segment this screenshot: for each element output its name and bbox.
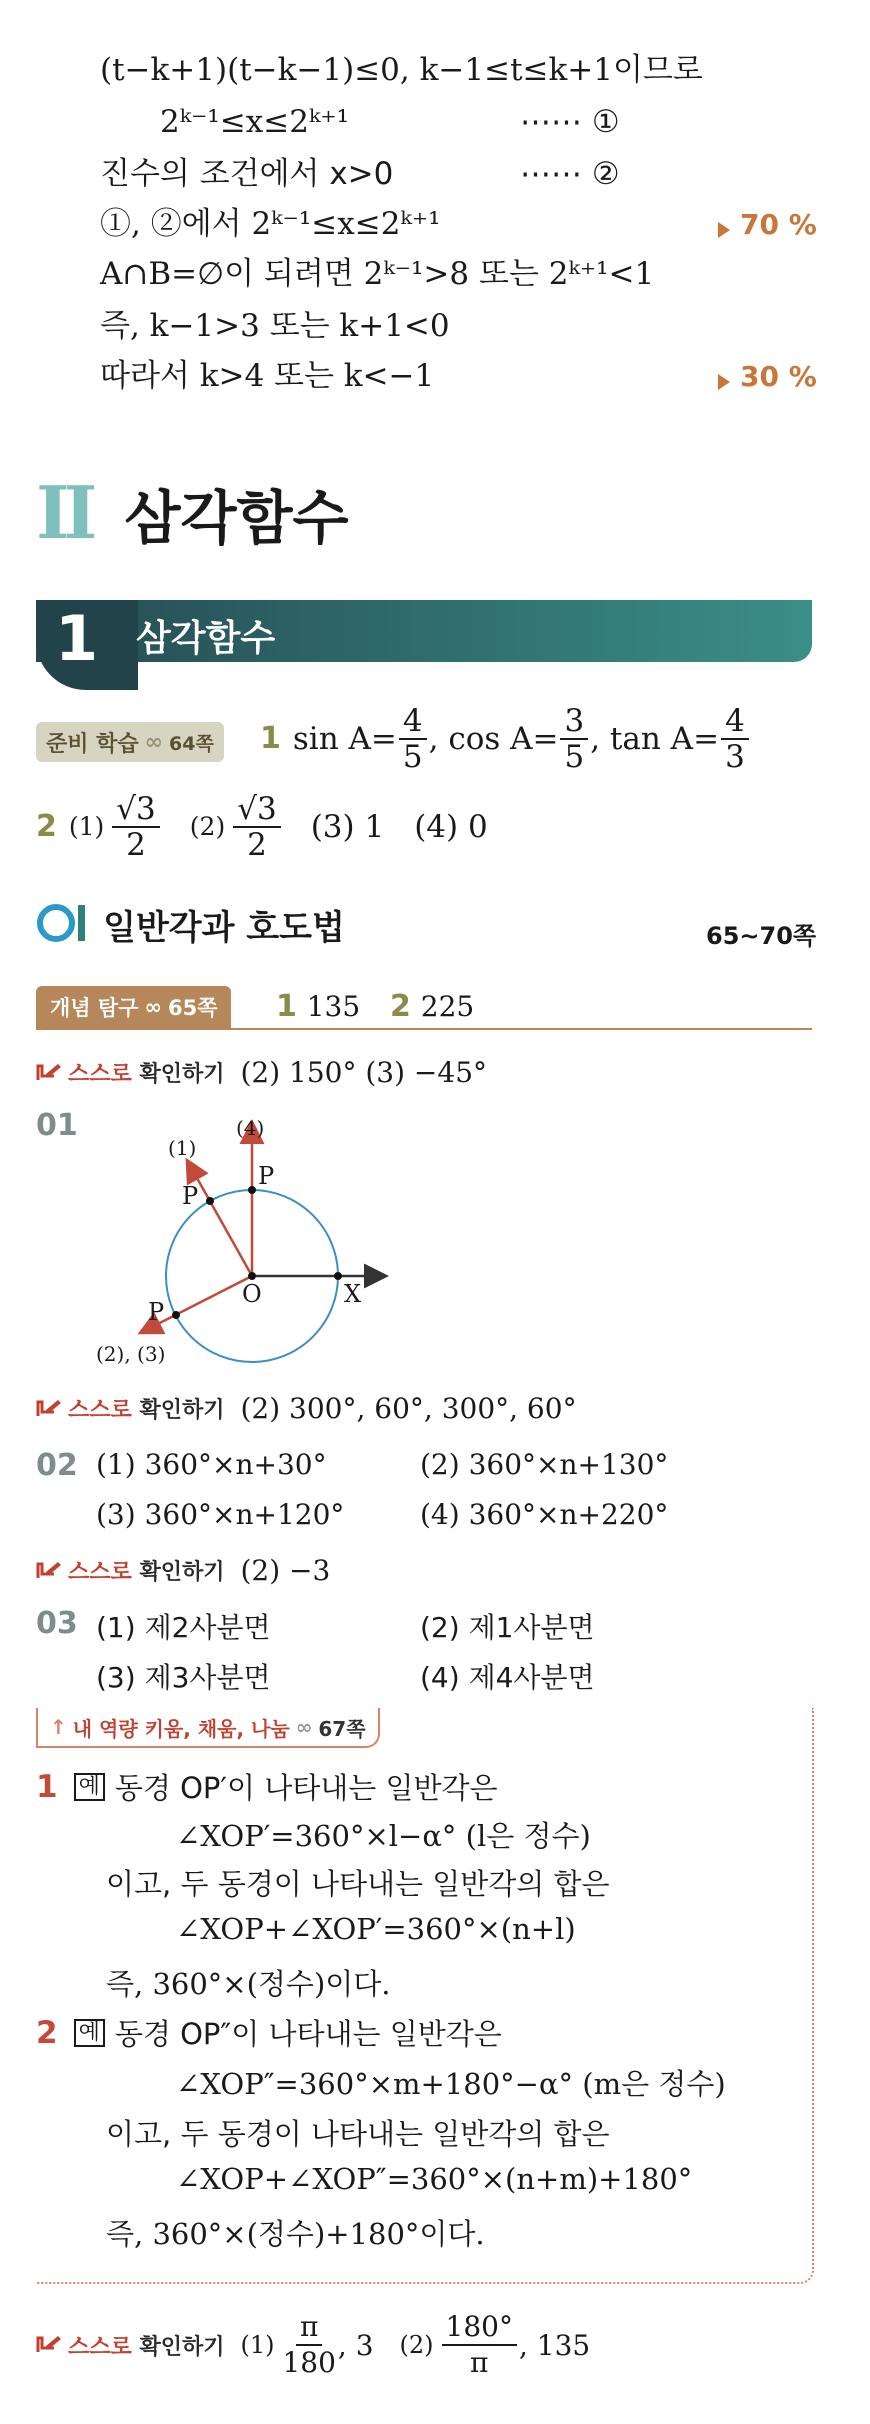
concept-badge[interactable] [36, 986, 231, 1028]
self-check-3-answer: (2) −3 [240, 1554, 331, 1587]
numerator: √3 [233, 792, 280, 828]
prep-q1-number: 1 [260, 721, 281, 756]
prep-q1 [260, 704, 751, 774]
denominator: π [470, 2346, 489, 2379]
concept-a1: 135 [306, 990, 361, 1023]
section-number: 1 [55, 602, 99, 675]
concept-answers [276, 986, 474, 1027]
prep-q1-sin: sin A= [292, 721, 397, 757]
unit-circle-figure [90, 1100, 410, 1390]
cap1-line1 [36, 1766, 498, 1807]
problem-03-a4: (4) 제4사분면 [420, 1661, 595, 1694]
fig-label-p4: P [258, 1162, 275, 1190]
self-check-4-a-tail: , 3 [337, 2328, 374, 2362]
cap2-number: 2 [36, 2014, 58, 2051]
self-check-1 [36, 1056, 487, 1089]
prep-q1-cos: , cos A= [428, 721, 559, 757]
triangle-icon [718, 374, 730, 390]
triangle-icon [718, 222, 730, 238]
self-check-4-a-label: (1) [240, 2331, 275, 2359]
self-check-label: 스스로 확인하기 [68, 1560, 225, 1585]
fraction [399, 704, 427, 774]
example-mark: 예 [74, 1773, 105, 1801]
p4-dot [248, 1186, 256, 1194]
p1-dot [206, 1197, 214, 1205]
top-line-5: A∩B=∅이 되려면 2ᵏ⁻¹>8 또는 2ᵏ⁺¹<1 [100, 256, 655, 292]
problem-02-number: 02 [36, 1448, 78, 1483]
fraction [442, 2310, 517, 2380]
cap2-text-1: 동경 OP″이 나타내는 일반각은 [114, 2017, 502, 2051]
concept-badge-page: 65쪽 [167, 996, 218, 1020]
fig-label-4: (4) [236, 1116, 265, 1140]
problem-02-a4: (4) 360°×n+220° [420, 1498, 669, 1531]
prep-q2-b-label: (2) [189, 812, 226, 841]
subsection-number [36, 901, 94, 949]
cap1-text-1: 동경 OP′이 나타내는 일반각은 [114, 1771, 498, 1805]
top-line-2: 2ᵏ⁻¹≤x≤2ᵏ⁺¹ [160, 104, 350, 140]
concept-a1-number: 1 [276, 989, 297, 1024]
ray-1 [188, 1162, 252, 1276]
denominator: 5 [564, 739, 585, 775]
example-mark: 예 [74, 2019, 105, 2047]
pencil-icon [36, 1560, 62, 1582]
arrow-up-icon: ↑ [50, 1715, 67, 1739]
self-check-label: 스스로 확인하기 [68, 2334, 225, 2360]
concept-a2: 225 [420, 990, 475, 1023]
cap2-line4: ∠XOP+∠XOP″=360°×(n+m)+180° [176, 2162, 693, 2196]
cap2-line5: 즉, 360°×(정수)+180°이다. [106, 2217, 485, 2251]
numerator: 180° [442, 2310, 517, 2346]
problem-03-a1: (1) 제2사분면 [96, 1611, 271, 1644]
pencil-icon [36, 1398, 62, 1420]
self-check-3 [36, 1554, 330, 1587]
pencil-icon [36, 2334, 62, 2356]
top-line-2-tag: ⋯⋯ ① [520, 104, 620, 140]
capacity-label: 내 역량 키움, 채움, 나눔 [72, 1716, 290, 1741]
numerator: √3 [112, 792, 159, 828]
x-dot [334, 1272, 342, 1280]
cap2-line3: 이고, 두 동경이 나타내는 일반각의 합은 [106, 2117, 610, 2151]
numerator: π [296, 2310, 322, 2346]
prep-q2-c: (3) 1 [310, 809, 385, 845]
cap1-number: 1 [36, 1768, 58, 1805]
self-check-4 [36, 2310, 590, 2380]
problem-03-number: 03 [36, 1606, 78, 1641]
chapter-heading [36, 470, 349, 555]
problem-02-a2: (2) 360°×n+130° [420, 1448, 669, 1481]
fig-label-x: X [344, 1280, 362, 1308]
fig-label-23: (2), (3) [96, 1342, 166, 1366]
self-check-2-answer: (2) 300°, 60°, 300°, 60° [240, 1392, 577, 1425]
top-line-3-tag: ⋯⋯ ② [520, 156, 620, 192]
prep-badge-page: 64쪽 [169, 732, 214, 755]
capacity-page: 67쪽 [318, 1716, 366, 1741]
subsection-number-icon [36, 901, 94, 945]
denominator: 2 [247, 827, 267, 863]
chapter-numeral: II [36, 470, 92, 555]
subsection-title: 일반각과 호도법 [103, 908, 345, 948]
denominator: 2 [126, 827, 146, 863]
section-title: 삼각함수 [136, 618, 276, 659]
prep-q2-d: (4) 0 [414, 809, 488, 845]
fraction [233, 792, 280, 862]
top-line-1: (t−k+1)(t−k−1)≤0, k−1≤t≤k+1이므로 [100, 52, 703, 88]
link-icon: ∞ [144, 995, 162, 1019]
origin-dot [248, 1272, 256, 1280]
self-check-1-answer: (2) 150° (3) −45° [240, 1056, 488, 1089]
score-30: 30 % [718, 360, 817, 393]
self-check-4-b-label: (2) [399, 2331, 434, 2359]
top-line-4: ①, ②에서 2ᵏ⁻¹≤x≤2ᵏ⁺¹ [100, 206, 441, 242]
denominator: 3 [725, 739, 745, 775]
top-line-6: 즉, k−1>3 또는 k+1<0 [100, 308, 450, 344]
cap1-line2: ∠XOP′=360°×l−α° (l은 정수) [176, 1819, 591, 1853]
numerator: 4 [721, 704, 749, 740]
fraction [560, 704, 588, 774]
cap1-line3: 이고, 두 동경이 나타내는 일반각의 합은 [106, 1867, 610, 1901]
self-check-4-b-tail: , 135 [518, 2328, 591, 2362]
fig-label-p1: P [182, 1182, 199, 1210]
fraction [721, 704, 749, 774]
problem-02-a3: (3) 360°×n+120° [96, 1498, 345, 1531]
cap2-line1 [36, 2012, 502, 2053]
problem-03-a3: (3) 제3사분면 [96, 1661, 271, 1694]
link-icon: ∞ [295, 1715, 313, 1739]
prep-badge[interactable] [36, 722, 224, 762]
prep-q2 [36, 792, 488, 862]
prep-q2-a-label: (1) [68, 812, 105, 841]
fig-label-o: O [242, 1280, 262, 1308]
problem-03-a2: (2) 제1사분면 [420, 1611, 595, 1644]
score-70: 70 % [718, 208, 817, 241]
fraction [112, 792, 159, 862]
self-check-label: 스스로 확인하기 [68, 1062, 225, 1087]
top-line-3: 진수의 조건에서 x>0 [100, 156, 394, 192]
concept-a2-number: 2 [390, 989, 411, 1024]
chapter-title: 삼각함수 [124, 484, 349, 552]
fig-label-p23: P [148, 1298, 165, 1326]
subsection-pages: 65~70쪽 [706, 922, 817, 950]
denominator: 180 [282, 2346, 336, 2379]
cap2-line2: ∠XOP″=360°×m+180°−α° (m은 정수) [176, 2067, 726, 2101]
prep-badge-label: 준비 학습 [46, 731, 139, 757]
fraction [282, 2310, 335, 2380]
prep-q1-tan: , tan A= [590, 721, 720, 757]
cap1-line5: 즉, 360°×(정수)이다. [106, 1967, 391, 2001]
pencil-icon [36, 1062, 62, 1084]
numerator: 4 [399, 704, 427, 740]
prep-q2-number: 2 [36, 809, 57, 844]
concept-badge-label: 개념 탐구 [50, 996, 139, 1020]
link-icon: ∞ [144, 729, 163, 755]
top-line-7: 따라서 k>4 또는 k<−1 [100, 358, 435, 394]
cap1-line4: ∠XOP+∠XOP′=360°×(n+l) [176, 1912, 576, 1946]
p23-dot [172, 1311, 180, 1319]
fig-label-1: (1) [168, 1136, 197, 1160]
problem-01-number: 01 [36, 1108, 78, 1143]
numerator: 3 [560, 704, 588, 740]
self-check-label: 스스로 확인하기 [68, 1398, 225, 1423]
capacity-badge[interactable] [36, 1708, 380, 1748]
denominator: 5 [402, 739, 423, 775]
self-check-2 [36, 1392, 577, 1425]
problem-02-a1: (1) 360°×n+30° [96, 1448, 327, 1481]
subsection-heading [36, 900, 345, 949]
